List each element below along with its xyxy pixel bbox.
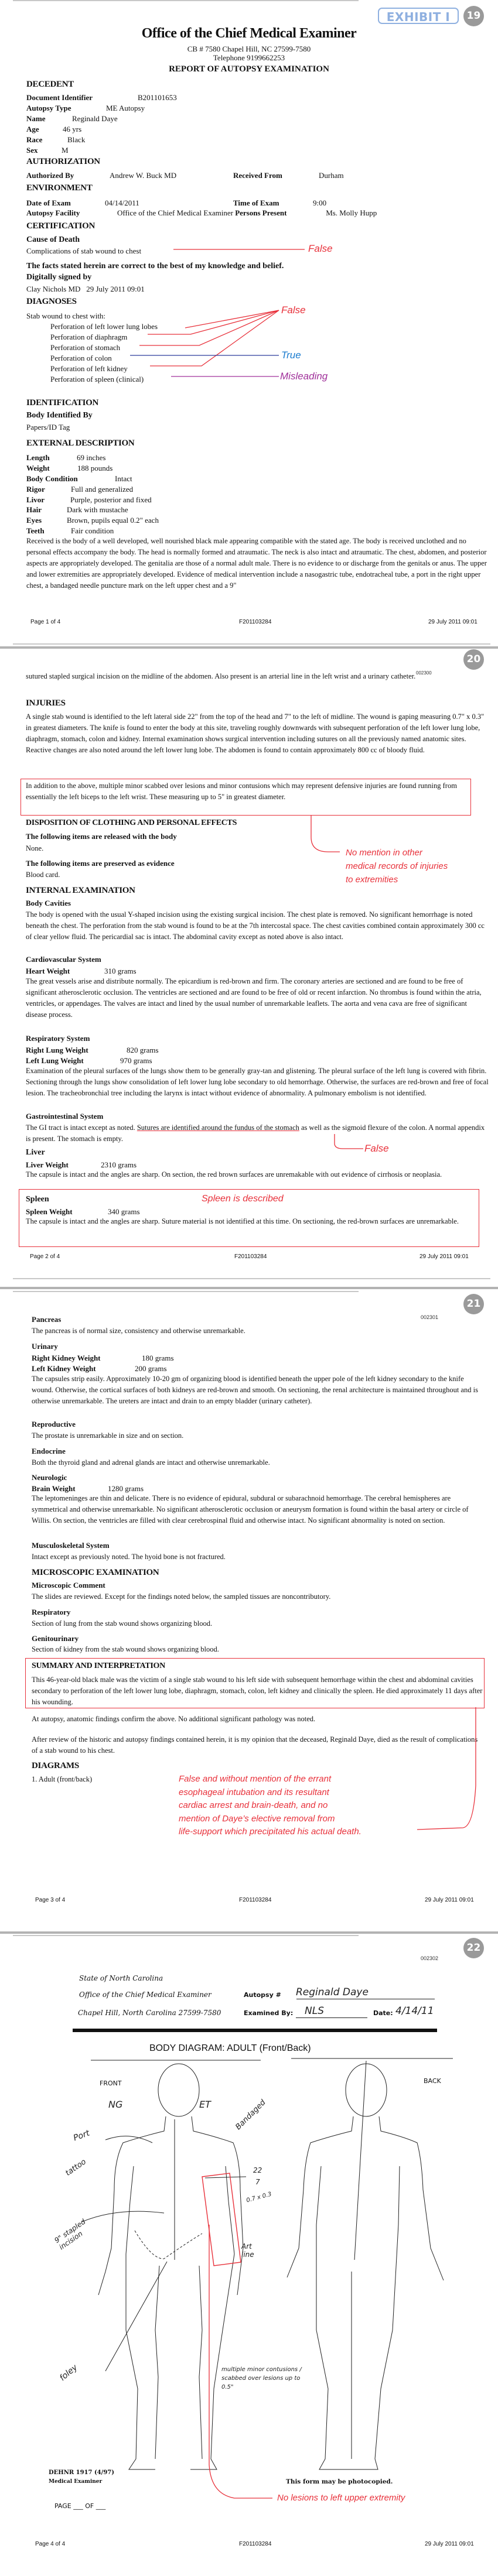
field-teeth: Teeth Fair condition <box>26 526 114 535</box>
footer-date: 29 July 2011 09:01 <box>425 2541 474 2547</box>
front-torso <box>98 2116 243 2295</box>
microscopic-comment: The slides are reviewed. Except for the findings noted below, the sampled tissues are noncontributory. <box>32 1592 331 1601</box>
annotation-line: mention of Daye’s elective removal from <box>179 1813 335 1824</box>
annotation-line: life-support which precipitated his actual death. <box>179 1827 361 1837</box>
diagnosis-item: Perforation of left lower lung lobes <box>50 322 158 331</box>
field-time-of-exam: Time of Exam 9:00 <box>233 198 327 207</box>
field-document-identifier: Document Identifier B201101653 <box>26 93 177 102</box>
office-telephone: Telephone 9199662253 <box>213 53 285 62</box>
form-city: Chapel Hill, North Carolina 27599-7580 <box>78 2009 221 2017</box>
field-body-condition: Body Condition Intact <box>26 474 132 483</box>
section-heading-external-description: EXTERNAL DESCRIPTION <box>26 439 135 448</box>
reproductive-label: Reproductive <box>32 1420 76 1429</box>
bates-number: 002300 <box>416 670 432 676</box>
footer-id: F201103284 <box>239 2541 272 2547</box>
section-heading-injuries: INJURIES <box>26 698 66 708</box>
back-torso <box>287 2116 444 2280</box>
signature: Clay Nichols MD 29 July 2011 09:01 <box>26 285 145 293</box>
section-heading-identification: IDENTIFICATION <box>26 398 99 407</box>
reproductive-text: The prostate is unremarkable in size and on section. <box>32 1431 184 1440</box>
body-outlines <box>91 2058 453 2469</box>
external-description-text: Received is the body of a well developed, well nourished black male appearing compatible with the stated age. The body is received unclothed and no personal effects accompany the body. The head is normally formed and atraumatic. The neck is also intact and atraumatic. The chest, abdomen, and posterior aspects are appropriately developed. The genitalia are those of a normal adult male. There is no evidence to or discharge from the genitals or anus. The upper and lower extremities are appropriately developed. Evidence of medical intervention include a nasogastric tube, endotracheal tube, a port in the right upper chest, a bandaged needle puncture mark on the left upper chest and a 9" <box>26 537 487 590</box>
note-22: 22 <box>253 2166 262 2174</box>
footer-page: Page 3 of 4 <box>35 1897 66 1903</box>
exhibit-label: EXHIBIT I <box>378 8 459 24</box>
back-legs <box>316 2166 400 2469</box>
footer-date: 29 July 2011 09:01 <box>425 1897 474 1903</box>
office-title: Office of the Chief Medical Examiner <box>141 26 357 41</box>
annotation-line: False and without mention of the errant <box>179 1774 332 1784</box>
annotation-diagram-note: No lesions to left upper extremity <box>277 2493 405 2503</box>
footer-date: 29 July 2011 09:01 <box>428 619 477 625</box>
diagnosis-item: Perforation of colon <box>50 354 112 362</box>
section-heading-diagnoses: DIAGNOSES <box>26 297 77 306</box>
field-date-of-exam: Date of Exam 04/14/2011 <box>26 198 139 207</box>
page-badge: 19 <box>463 6 484 26</box>
musculoskeletal-label: Musculoskeletal System <box>32 1541 110 1550</box>
spleen-label: Spleen <box>26 1195 49 1204</box>
field-race: Race Black <box>26 135 86 144</box>
summary-text: This 46-year-old black male was the victim of a single stab wound to his left side with subsequent hemorrhage within the chest and abdominal cavities secondary to perforation of the left lower lung lobe, diaphragm, stomach, colon, left kidney and clinically the spleen. He died approximately 11 days after his wounding. <box>32 1676 483 1706</box>
note-bandaged: Bandaged <box>234 2098 268 2132</box>
field-rigor: Rigor Full and generalized <box>26 485 134 494</box>
front-inner-legs <box>155 2266 202 2459</box>
microscopic-comment-label: Microscopic Comment <box>32 1581 105 1590</box>
annotation-diagnoses-false: False <box>281 304 306 316</box>
released-label: The following items are released with the body <box>26 832 177 841</box>
form-state: State of North Carolina <box>79 1974 163 1982</box>
note-7: 7 <box>255 2178 260 2186</box>
liver-text: The capsule is intact and the angles are sharp. On section, the red brown surfaces are unremakable with out evidence of cirrhosis or neoplasia. <box>26 1170 442 1179</box>
footer-id: F201103284 <box>239 1897 272 1903</box>
neurologic-label: Neurologic <box>32 1473 67 1482</box>
body-cavities-text: The body is opened with the usual Y-shaped incision using the existing surgical incision. The chest plate is removed. No significant hemorrhage is noted beneath the chest. The perforation from the stab wound is found to be at the 7th intercostal space. The chest cavities combined contain approximately 300 cc of clear yellow fluid. The pericardial sac is intact. The abdominal cavity except as noted above is also intact. <box>26 910 485 941</box>
note-et: ET <box>199 2099 211 2110</box>
summary-opinion: After review of the historic and autopsy findings contained herein, it is my opinion that the deceased, Reginald Daye, died as the result of complications of a stab wound to his chest. <box>32 1735 478 1755</box>
field-left-kidney-weight: Left Kidney Weight 200 grams <box>32 1364 167 1373</box>
field-spleen-weight: Spleen Weight 340 grams <box>26 1207 140 1216</box>
front-head <box>158 2064 199 2116</box>
section-heading-certification: CERTIFICATION <box>26 221 95 231</box>
field-autopsy-facility: Autopsy Facility Office of the Chief Medical Examiner Persons Present Ms. Molly Hupp <box>26 208 377 217</box>
annotation-cause-false: False <box>308 243 333 254</box>
preserved-value: Blood card. <box>26 871 60 879</box>
form-autopsy-value: Reginald Daye <box>296 1986 369 1998</box>
section-heading-environment: ENVIRONMENT <box>26 183 93 193</box>
annotation-line: No mention in other <box>346 848 422 858</box>
form-date-value: 4/14/11 <box>395 2005 434 2017</box>
section-heading-decedent: DECEDENT <box>26 80 74 89</box>
attestation: The facts stated herein are correct to the best of my knowledge and belief. <box>26 262 284 270</box>
annotation-line: medical records of injuries <box>346 861 448 871</box>
note-tattoo: tattoo <box>64 2157 88 2178</box>
body-identified-by: Papers/ID Tag <box>26 423 70 431</box>
diagnosis-item: Perforation of diaphragm <box>50 333 128 341</box>
gi-text: The GI tract is intact except as noted. Sutures are identified around the fundus of the stomach as well as the sigmoid flexure of the colon. A normal appendix is present. The stomach is empty. <box>26 1123 485 1143</box>
endocrine-text: Both the thyroid gland and adrenal glands are intact and otherwise unremarkable. <box>32 1458 270 1467</box>
micro-respiratory-label: Respiratory <box>32 1608 71 1616</box>
field-left-lung-weight: Left Lung Weight 970 grams <box>26 1056 152 1065</box>
note-stapled-incision: 9" stapled incision <box>53 2217 87 2252</box>
diagnosis-item: Perforation of stomach <box>50 343 121 352</box>
field-hair: Hair Dark with mustache <box>26 505 128 514</box>
page-badge: 21 <box>463 1294 484 1314</box>
form-autopsy-label: Autopsy # <box>244 1991 281 1999</box>
diagnosis-item: Perforation of spleen (clinical) <box>50 375 144 383</box>
annotation-line: esophageal intubation and its resultant <box>179 1787 329 1797</box>
micro-respiratory-text: Section of lung from the stab wound shows organizing blood. <box>32 1619 213 1628</box>
footer-date: 29 July 2011 09:01 <box>419 1253 469 1260</box>
section-heading-authorization: AUTHORIZATION <box>26 157 100 166</box>
field-name: Name Reginald Daye <box>26 114 118 123</box>
page-badge: 22 <box>463 1938 484 1958</box>
note-art-line: Art line <box>241 2242 254 2259</box>
released-value: None. <box>26 844 44 852</box>
external-description-continuation: sutured stapled surgical incision on the midline of the abdomen. Also present is an arterial line in the left wrist and a urinary catheter. <box>26 672 416 680</box>
cause-of-death: Complications of stab wound to chest <box>26 246 142 255</box>
digitally-signed-label: Digitally signed by <box>26 273 92 282</box>
neurologic-text: The leptomeninges are thin and delicate. There is no evidence of epidural, subdural or subarachnoid hemorrhage. The cerebral hemispheres are symmetrical and otherwise unremarkable. No significant atherosclerotic occlusion or aneurysm formation is found within the basal artery or circle of Willis. On section, the ventricles are filled with clear cerebrospinal fluid and otherwise intact. No significant abnormality is noted on section. <box>32 1494 469 1525</box>
injuries-extremities-text: In addition to the above, multiple minor scabbed over lesions and minor contusions which may represent defensive injuries are found running from essentially the left biceps to the left wrist. These measuring up to 5" in greatest diameter. <box>26 782 457 801</box>
section-heading-disposition: DISPOSITION OF CLOTHING AND PERSONAL EFFECTS <box>26 818 237 827</box>
pancreas-text: The pancreas is of normal size, consistency and otherwise unremarkable. <box>32 1327 245 1335</box>
field-livor: Livor Purple, posterior and fixed <box>26 495 152 504</box>
page-badge: 20 <box>463 649 484 670</box>
field-received-from: Received From Durham <box>233 171 344 180</box>
back-midline <box>354 2061 366 2260</box>
musculoskeletal-text: Intact except as previously noted. The hyoid bone is not fractured. <box>32 1553 226 1561</box>
form-examined-label: Examined By: <box>244 2009 294 2017</box>
annotation-gi-false: False <box>364 1143 389 1154</box>
form-dept: Medical Examiner <box>49 2479 103 2485</box>
body-diagram-title: BODY DIAGRAM: ADULT (Front/Back) <box>149 2043 311 2053</box>
pancreas-label: Pancreas <box>32 1315 62 1324</box>
field-liver-weight: Liver Weight 2310 grams <box>26 1160 137 1169</box>
field-eyes: Eyes Brown, pupils equal 0.2" each <box>26 516 159 525</box>
gi-label: Gastrointestinal System <box>26 1112 104 1121</box>
body-identified-by-label: Body Identified By <box>26 411 93 420</box>
cardiovascular-text: The great vessels arise and distribute normally. The epicardium is red-brown and firm. The coronary arteries are sectioned and are found to be free of significant atherosclerotic occlusion. The ventricles are sectioned and are found to be free of old or recent infarction. No thrombus is found within the atria, ventricles, or appendages. The valves are intact and lined by the usual number of unremarkable leaflets. The aorta and vena cava are free of significant disease process. <box>26 977 482 1019</box>
form-office: Office of the Chief Medical Examiner <box>79 1991 212 1999</box>
footer-id: F201103284 <box>239 619 272 625</box>
field-authorized-by: Authorized By Andrew W. Buck MD <box>26 171 177 180</box>
annotation-diagnoses-true: True <box>281 350 301 361</box>
diagnosis-item: Perforation of left kidney <box>50 364 128 373</box>
spleen-text: The capsule is intact and the angles are sharp. Suture material is not identified at this time. On sectioning, the red-brown surfaces are unremarkable. <box>26 1217 459 1225</box>
annotation-spleen-note: Spleen is described <box>202 1194 284 1204</box>
annotation-line: to extremities <box>346 875 398 885</box>
annotation-line: cardiac arrest and brain-death, and no <box>179 1800 328 1810</box>
section-heading-internal: INTERNAL EXAMINATION <box>26 886 135 895</box>
bates-number: 002302 <box>421 1955 439 1961</box>
section-heading-summary: SUMMARY AND INTERPRETATION <box>32 1662 165 1670</box>
field-length: Length 69 inches <box>26 453 106 462</box>
footer-page: Page 4 of 4 <box>35 2541 66 2547</box>
summary-confirm: At autopsy, anatomic findings confirm the above. No additional significant pathology was noted. <box>32 1715 316 1723</box>
back-label: BACK <box>424 2077 441 2085</box>
note-wound-size: 0.7 x 0.3 <box>245 2191 272 2204</box>
urinary-text: The capsules strip easily. Approximately 10-20 gm of organizing blood is identified beneath the upper pole of the left kidney secondary to the knife wound. Otherwise, the cortical surfaces of both kidneys are red-brown and smooth. On sectioning, the renal architecture is maintained throughout and is otherwise unremarkable. The ureters are intact and drain to an empty bladder (urinary catheter). <box>32 1375 478 1405</box>
liver-label: Liver <box>26 1148 45 1157</box>
photocopy-note: This form may be photocopied. <box>286 2478 393 2485</box>
respiratory-text: Examination of the pleural surfaces of the lungs show them to be generally gray-tan and glistening. The pleural surface of the left lung is covered with fibrin. Sectioning through the lungs show consolidation of left lower lung lobe secondary to old hemorrhage. Otherwise, the surfaces are red-brown and free of focal lesion. The tracheobronchial tree including the larynx is intact without evidence of abnormality. A pulmonary embolism is not identified. <box>26 1067 489 1097</box>
left-arm-highlight <box>202 2173 241 2266</box>
field-weight: Weight 188 pounds <box>26 464 113 472</box>
field-age: Age 46 yrs <box>26 125 82 133</box>
note-multiple-contusions: multiple minor contusions / scabbed over lesions up to 0.5" <box>221 2366 302 2390</box>
back-head <box>346 2064 387 2116</box>
handwritten-marks <box>82 2136 246 2371</box>
report-title: REPORT OF AUTOPSY EXAMINATION <box>169 64 329 74</box>
field-heart-weight: Heart Weight 310 grams <box>26 967 137 975</box>
field-right-lung-weight: Right Lung Weight 820 grams <box>26 1046 159 1054</box>
note-ng: NG <box>108 2099 123 2110</box>
footer-page: Page 2 of 4 <box>30 1253 60 1260</box>
form-page-of: PAGE ___ OF ___ <box>54 2502 106 2510</box>
micro-genitourinary-text: Section of kidney from the stab wound shows organizing blood. <box>32 1645 219 1653</box>
urinary-label: Urinary <box>32 1342 58 1351</box>
annotation-diagnoses-misleading: Misleading <box>280 371 328 382</box>
form-date-label: Date: <box>373 2009 393 2017</box>
gi-underlined-text: Sutures are identified around the fundus of the stomach <box>137 1123 299 1132</box>
bates-number: 002301 <box>421 1314 439 1320</box>
form-examined-value: NLS <box>305 2005 324 2017</box>
form-code: DEHNR 1917 (4/97) <box>49 2469 114 2476</box>
note-port: Port <box>72 2128 91 2143</box>
diagrams-item: 1. Adult (front/back) <box>32 1775 93 1783</box>
micro-genitourinary-label: Genitourinary <box>32 1634 79 1643</box>
endocrine-label: Endocrine <box>32 1447 66 1455</box>
preserved-label: The following items are preserved as evidence <box>26 859 175 868</box>
office-address: CB # 7580 Chapel Hill, NC 27599-7580 <box>187 44 311 53</box>
section-heading-microscopic: MICROSCOPIC EXAMINATION <box>32 1568 159 1577</box>
section-heading-diagrams: DIAGRAMS <box>32 1761 79 1770</box>
footer-id: F201103284 <box>234 1253 267 1260</box>
cause-of-death-label: Cause of Death <box>26 235 80 244</box>
cardiovascular-label: Cardiovascular System <box>26 955 101 964</box>
front-label: FRONT <box>100 2080 122 2087</box>
footer-page: Page 1 of 4 <box>30 619 61 625</box>
respiratory-label: Respiratory System <box>26 1034 90 1043</box>
diagnoses-intro: Stab wound to chest with: <box>26 311 106 320</box>
body-cavities-label: Body Cavities <box>26 899 71 907</box>
injuries-text: A single stab wound is identified to the left lateral side 22" from the top of the head and 7" to the left of midline. The wound is gaping measuring 0.7" x 0.3" in greatest diameters. The knife is found to enter the body at this site, traveling roughly downwards with subsequent perforation of the left lower lung lobe, diaphragm, stomach, colon and kidney. Internal examination shows surgical intervention including sutures on all the previously named anatomic sites. Reactive changes are also noted around the left lower lung lobe. The abdomen is found to contain approximately 800 cc of bloody fluid. <box>26 712 485 754</box>
field-autopsy-type: Autopsy Type ME Autopsy <box>26 104 145 112</box>
note-foley: foley <box>57 2362 80 2383</box>
field-brain-weight: Brain Weight 1280 grams <box>32 1484 144 1493</box>
field-right-kidney-weight: Right Kidney Weight 180 grams <box>32 1354 174 1362</box>
field-sex: Sex M <box>26 146 69 155</box>
